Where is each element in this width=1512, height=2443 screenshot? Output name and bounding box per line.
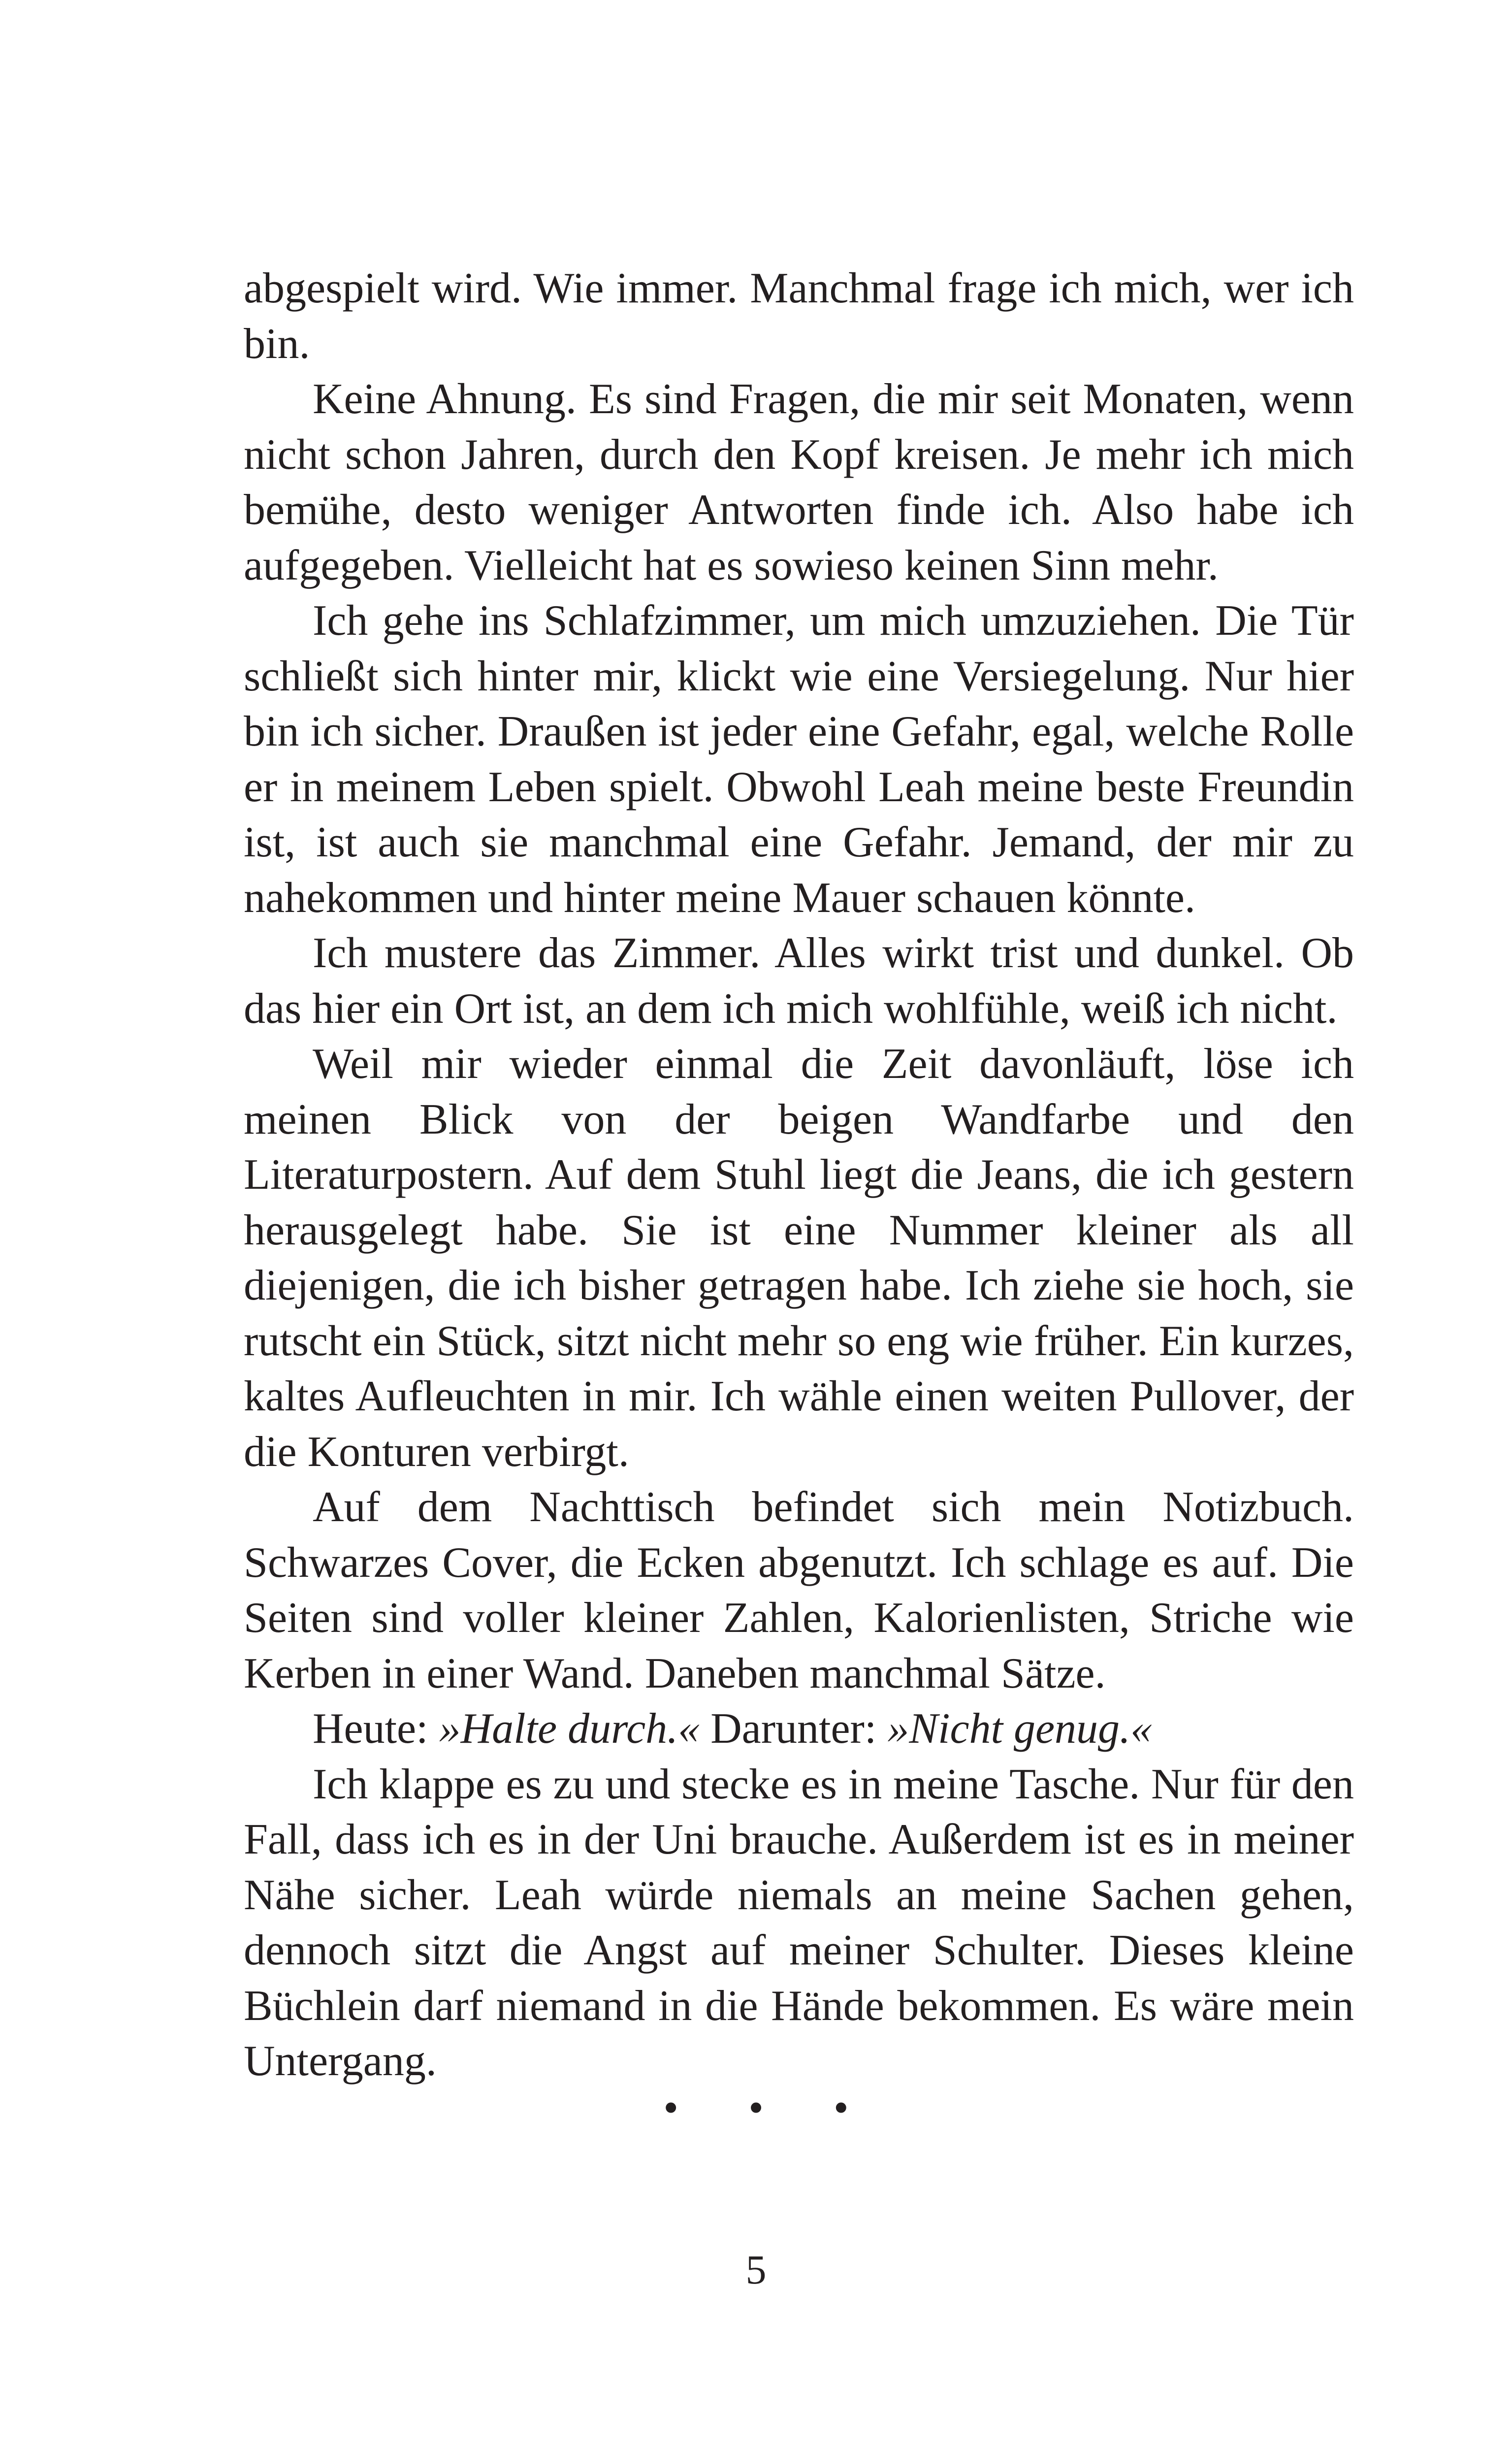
page-number: 5 bbox=[745, 2247, 767, 2293]
notebook-entry-line bbox=[244, 1701, 1354, 1757]
paragraph: Weil mir wieder einmal die Zeit davonläuft, löse ich meinen Blick von der beigen Wandfarbe und den Literaturpostern. Auf dem Stuhl liegt die Jeans, die ich gestern herausgelegt habe. Sie ist eine Nummer kleiner als all diejenigen, die ich bisher getragen habe. Ich ziehe sie hoch, sie rutscht ein Stück, sitzt nicht mehr so eng wie früher. Ein kurzes, kaltes Aufleuchten in mir. Ich wähle einen weiten Pullover, der die Konturen verbirgt. bbox=[244, 1040, 1354, 1476]
paragraph: Ich mustere das Zimmer. Alles wirkt trist und dunkel. Ob das hier ein Ort ist, an dem ich mich wohlfühle, weiß ich nicht. bbox=[244, 929, 1354, 1033]
scene-break: • • • bbox=[663, 2084, 878, 2132]
body-text bbox=[244, 261, 1354, 2089]
paragraph: abgespielt wird. Wie immer. Manchmal frage ich mich, wer ich bin. bbox=[244, 264, 1354, 368]
notebook-prefix: Heute: bbox=[313, 1705, 439, 1753]
paragraph: Auf dem Nachttisch befindet sich mein Notizbuch. Schwarzes Cover, die Ecken abgenutzt. Ich schlage es auf. Die Seiten sind voller kleiner Zahlen, Kalorienlisten, Striche wie Kerben in einer Wand. Daneben manchmal Sätze. bbox=[244, 1483, 1354, 1697]
quote-hold-on: »Halte durch.« bbox=[439, 1705, 700, 1753]
paragraph: Ich gehe ins Schlafzimmer, um mich umzuziehen. Die Tür schließt sich hinter mir, klickt wie eine Versiegelung. Nur hier bin ich sicher. Draußen ist jeder eine Gefahr, egal, welche Rolle er in meinem Leben spielt. Obwohl Leah meine beste Freundin ist, ist auch sie manchmal eine Gefahr. Jemand, der mir zu nahekommen und hinter meine Mauer schauen könnte. bbox=[244, 597, 1354, 922]
notebook-middle: Darunter: bbox=[700, 1705, 888, 1753]
quote-not-enough: »Nicht genug.« bbox=[887, 1705, 1153, 1753]
paragraph: Ich klappe es zu und stecke es in meine Tasche. Nur für den Fall, dass ich es in der Uni brauche. Außerdem ist es in meiner Nähe sicher. Leah würde niemals an meine Sachen gehen, dennoch sitzt die Angst auf meiner Schulter. Dieses kleine Büchlein darf niemand in die Hände bekommen. Es wäre mein Untergang. bbox=[244, 1760, 1354, 2085]
paragraph: Keine Ahnung. Es sind Fragen, die mir seit Monaten, wenn nicht schon Jahren, durch den Kopf kreisen. Je mehr ich mich bemühe, desto weniger Antworten finde ich. Also habe ich aufgegeben. Vielleicht hat es sowieso keinen Sinn mehr. bbox=[244, 375, 1354, 589]
